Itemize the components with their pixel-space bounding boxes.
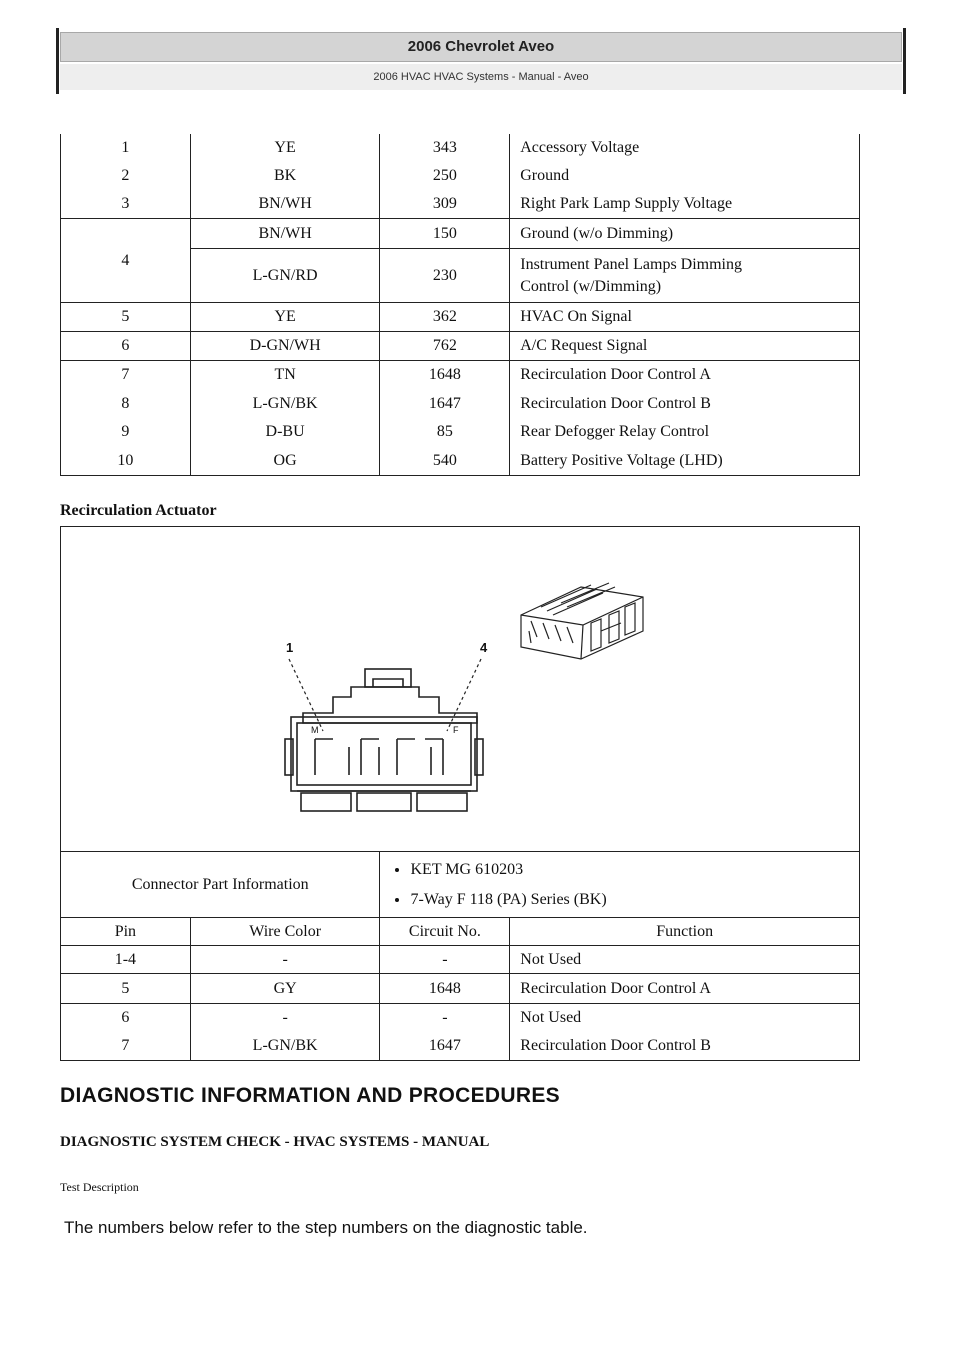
- function-value: Right Park Lamp Supply Voltage: [520, 195, 733, 212]
- pin-mark-left: M: [311, 725, 319, 735]
- function-value: Recirculation Door Control B: [520, 394, 711, 412]
- pin-cell: [61, 134, 191, 219]
- connector-info-label: Connector Part Information: [61, 852, 380, 918]
- circuit-value: 309: [432, 195, 457, 212]
- function-cell: HVAC On Signal: [510, 303, 860, 332]
- circuit-cell: 230: [380, 249, 510, 303]
- wire-color-cell: BN/WH: [190, 219, 380, 249]
- pin-cell: 4: [61, 219, 191, 303]
- connector-3d-icon: [521, 583, 643, 659]
- wire-color-value: BK: [273, 167, 297, 184]
- pin-cell: [61, 1004, 191, 1061]
- pin-value: 6: [121, 1009, 130, 1026]
- column-header-wire-color: Wire Color: [190, 918, 380, 946]
- subsection-heading: DIAGNOSTIC SYSTEM CHECK - HVAC SYSTEMS - MANUAL: [60, 1134, 490, 1150]
- list-item: • KET MG 610203: [410, 855, 859, 885]
- wire-color-cell: L-GN/RD: [190, 249, 380, 303]
- function-cell: [510, 1004, 860, 1061]
- table-row: [61, 134, 860, 219]
- body-paragraph: The numbers below refer to the step numbers on the diagnostic table.: [64, 1218, 588, 1237]
- connector-info-row: [61, 852, 860, 918]
- list-item: • 7-Way F 118 (PA) Series (BK): [410, 885, 859, 915]
- function-cell: [510, 249, 860, 303]
- table-row: [61, 332, 860, 361]
- circuit-cell: 1648: [380, 974, 510, 1004]
- recirculation-actuator-table: [60, 526, 860, 1061]
- table-header-row: [61, 918, 860, 946]
- circuit-cell: 150: [380, 219, 510, 249]
- wire-color-cell: [190, 361, 380, 476]
- pin-value: 3: [121, 195, 130, 212]
- page-header: [56, 28, 906, 94]
- circuit-value: 343: [432, 139, 457, 156]
- circuit-cell: [380, 1004, 510, 1061]
- function-line: Control (w/Dimming): [520, 277, 662, 295]
- function-cell: [510, 134, 860, 219]
- pin-value: 2: [121, 167, 130, 184]
- pin-value: 7: [121, 366, 130, 383]
- section-heading: DIAGNOSTIC INFORMATION AND PROCEDURES: [60, 1084, 560, 1107]
- wire-color-cell: YE: [190, 303, 380, 332]
- header-subtitle: 2006 HVAC HVAC Systems - Manual - Aveo: [60, 64, 902, 90]
- function-value: Recirculation Door Control B: [520, 1037, 711, 1054]
- section-caption: Recirculation Actuator: [60, 502, 217, 519]
- function-value: Battery Positive Voltage (LHD): [520, 451, 723, 469]
- pin-1-label: 1: [286, 640, 294, 655]
- connector-diagram: [61, 527, 859, 851]
- function-value: Rear Defogger Relay Control: [520, 423, 710, 440]
- test-description-label: Test Description: [60, 1180, 139, 1194]
- header-title: 2006 Chevrolet Aveo: [60, 32, 902, 62]
- wire-color-cell: -: [190, 946, 380, 974]
- circuit-cell: 362: [380, 303, 510, 332]
- table-row: [61, 974, 860, 1004]
- wire-color-value: -: [282, 1009, 288, 1026]
- circuit-value: 1648: [428, 366, 461, 383]
- circuit-value: 250: [432, 167, 457, 184]
- connector-table-continued: [60, 134, 860, 476]
- circuit-value: 1647: [428, 394, 461, 412]
- wire-color-value: L-GN/BK: [252, 394, 318, 412]
- circuit-value: 1647: [428, 1037, 461, 1054]
- connector-info-list: [380, 855, 859, 915]
- circuit-value: 85: [436, 423, 453, 440]
- function-line: Instrument Panel Lamps Dimming: [520, 255, 742, 273]
- pin-4-label: 4: [480, 640, 488, 655]
- wire-color-value: OG: [273, 451, 297, 469]
- column-header-circuit: Circuit No.: [380, 918, 510, 946]
- pin-cell: 5: [61, 303, 191, 332]
- circuit-cell: [380, 361, 510, 476]
- pin-cell: [61, 361, 191, 476]
- wire-color-cell: D-GN/WH: [190, 332, 380, 361]
- pin-cell: 1-4: [61, 946, 191, 974]
- connector-figure: [61, 527, 859, 851]
- function-cell: A/C Request Signal: [510, 332, 860, 361]
- pin-value: 9: [121, 423, 130, 440]
- pin-value: 1: [121, 139, 130, 156]
- connector-info-list-cell: [380, 852, 860, 918]
- wire-color-value: D-BU: [265, 423, 305, 440]
- pin-value: 8: [121, 394, 130, 412]
- circuit-cell: -: [380, 946, 510, 974]
- wire-color-value: BN/WH: [258, 195, 312, 212]
- wire-color-cell: [190, 1004, 380, 1061]
- function-cell: Ground (w/o Dimming): [510, 219, 860, 249]
- table-row: [61, 946, 860, 974]
- circuit-cell: [380, 134, 510, 219]
- function-value: Recirculation Door Control A: [520, 366, 711, 383]
- function-value: Accessory Voltage: [520, 139, 640, 156]
- table-row: [61, 219, 860, 249]
- wire-color-value: L-GN/BK: [252, 1037, 318, 1054]
- pin-value: 7: [121, 1037, 130, 1054]
- pin-cell: 6: [61, 332, 191, 361]
- function-cell: Recirculation Door Control A: [510, 974, 860, 1004]
- circuit-value: -: [442, 1009, 448, 1026]
- function-value: Ground: [520, 167, 570, 184]
- function-cell: [510, 361, 860, 476]
- table-row: [61, 303, 860, 332]
- pin-cell: 5: [61, 974, 191, 1004]
- function-value: Not Used: [520, 1009, 582, 1026]
- function-cell: Not Used: [510, 946, 860, 974]
- table-row: [61, 1004, 860, 1061]
- connector-end-view: [285, 669, 483, 811]
- wire-color-cell: [190, 134, 380, 219]
- circuit-value: 540: [432, 451, 457, 469]
- column-header-function: Function: [510, 918, 860, 946]
- wire-color-cell: GY: [190, 974, 380, 1004]
- circuit-cell: 762: [380, 332, 510, 361]
- header-right-border: [903, 28, 906, 94]
- column-header-pin: Pin: [61, 918, 191, 946]
- figure-cell: [61, 527, 860, 852]
- pin-value: 10: [117, 451, 134, 469]
- figure-row: [61, 527, 860, 852]
- wire-color-value: TN: [274, 366, 296, 383]
- wire-color-value: YE: [274, 139, 296, 156]
- header-left-border: [56, 28, 59, 94]
- pin-mark-right: F: [453, 725, 459, 735]
- table-row: [61, 361, 860, 476]
